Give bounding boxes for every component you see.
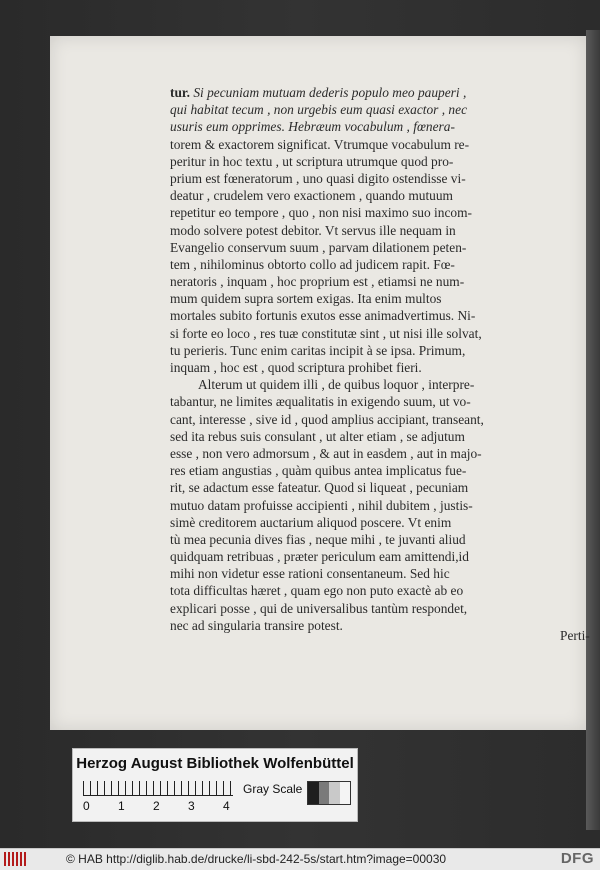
ruler-number: 1	[118, 799, 125, 813]
line-text: explicari posse , qui de universalibus tantùm respondet,	[170, 600, 468, 616]
text-line	[170, 514, 600, 531]
text-line	[170, 84, 600, 101]
page-text	[170, 84, 600, 634]
text-line	[170, 239, 600, 256]
footer-bar	[0, 848, 600, 870]
text-line	[170, 376, 600, 393]
text-line	[170, 582, 600, 599]
text-line	[170, 548, 600, 565]
gray-swatch	[340, 782, 351, 804]
ruler-number: 4	[223, 799, 230, 813]
line-text: tù mea pecunia dives fias , neque mihi , te juvanti aliud	[170, 531, 466, 547]
line-text: mihi non videtur esse rationi consentaneum. Sed hic	[170, 566, 450, 582]
text-line	[170, 325, 600, 342]
line-lead-word: tur.	[170, 85, 190, 100]
library-label-card	[72, 748, 358, 822]
line-text: inquam , hoc est , quod scriptura prohibet fieri.	[170, 360, 422, 375]
text-line	[170, 359, 600, 376]
text-line	[170, 153, 600, 170]
line-text: Alterum ut quidem illi , de quibus loquor , interpre-	[198, 377, 475, 393]
line-text: Evangelio conservum suum , parvam dilationem peten-	[170, 239, 467, 255]
gray-scale-swatches	[307, 781, 351, 805]
line-text: tem , nihilominus obtorto collo ad judicem rapit. Fœ-	[170, 256, 455, 272]
line-text: sed ita rebus suis consulant , ut alter etiam , se adjutum	[170, 428, 465, 444]
text-line	[170, 170, 600, 187]
scanned-page	[50, 36, 590, 730]
source-url-link[interactable]: © HAB http://diglib.hab.de/drucke/li-sbd-242-5s/start.htm?image=00030	[66, 852, 447, 866]
text-line	[170, 204, 600, 221]
text-line	[170, 273, 600, 290]
text-line	[170, 462, 600, 479]
line-text: qui habitat tecum , non urgebis eum quasi exactor , nec	[170, 102, 468, 118]
line-text: mum quidem supra sortem exigas. Ita enim multos	[170, 291, 442, 307]
text-line	[170, 411, 600, 428]
line-text: res etiam angustias , quàm quibus antea implicatus fue-	[170, 463, 467, 479]
line-text: tota difficultas hæret , quam ego non puto exactè ab eo	[170, 583, 464, 599]
line-text: simè creditorem auctarium aliquod poscere. Vt enim	[170, 514, 452, 530]
text-line	[170, 617, 600, 634]
scale-ruler	[83, 781, 233, 796]
dfg-logo: DFG	[560, 850, 594, 867]
line-text: deatur , crudelem vero exactionem , quando mutuum	[170, 188, 453, 204]
line-text: torem & exactorem significat. Vtrumque vocabulum re-	[170, 136, 470, 152]
gray-scale-label: Gray Scale	[243, 782, 303, 796]
line-text: cant, interesse , sive id , quod amplius accipiant, transeant,	[170, 411, 484, 427]
text-line	[170, 136, 600, 153]
text-line	[170, 531, 600, 548]
line-text: usuris eum opprimes. Hebræum vocabulum , fœnera-	[170, 119, 455, 135]
ruler-number: 2	[153, 799, 160, 813]
text-line	[170, 393, 600, 410]
text-line	[170, 445, 600, 462]
line-text: tabantur, ne limites æqualitatis in exigendo suum, ut vo-	[170, 394, 471, 410]
line-text: mortales subito fortunis exutos esse animadvertimus. Ni-	[170, 308, 476, 324]
line-text: tu perieris. Tunc enim caritas incipit à se ipsa. Primum,	[170, 342, 466, 358]
text-line	[170, 307, 600, 324]
line-text: nec ad singularia transire potest.	[170, 617, 343, 633]
line-text: mutuo datam profuisse accipienti , nihil dubitem , justis-	[170, 497, 473, 513]
text-line	[170, 118, 600, 135]
gray-swatch	[319, 782, 330, 804]
ruler-number: 3	[188, 799, 195, 813]
text-line	[170, 342, 600, 359]
text-line	[170, 222, 600, 239]
text-line	[170, 290, 600, 307]
line-text: repetitur eo tempore , quo , non nisi maximo suo incom-	[170, 205, 472, 221]
text-line	[170, 101, 600, 118]
line-text: modo solvere potest debitor. Vt servus ille nequam in	[170, 222, 456, 238]
hab-barcode-logo-icon	[4, 852, 26, 866]
text-line	[170, 600, 600, 617]
line-text: rit, se adactum esse fateatur. Quod si liqueat , pecuniam	[170, 480, 469, 496]
text-line	[170, 497, 600, 514]
library-name: Herzog August Bibliothek Wolfenbüttel	[76, 755, 354, 772]
text-line	[170, 256, 600, 273]
ruler-number: 0	[83, 799, 90, 813]
line-text: quidquam retribuas , præter periculum eam amittendi,id	[170, 549, 469, 565]
gray-swatch	[329, 782, 340, 804]
text-line	[170, 428, 600, 445]
gray-swatch	[308, 782, 319, 804]
line-text: si forte eo loco , res tuæ constitutæ sint , ut nisi ille solvat,	[170, 325, 482, 341]
line-text: Si pecuniam mutuam dederis populo meo pauperi ,	[193, 85, 467, 100]
footer-copyright-link[interactable]	[66, 852, 446, 866]
ruler-numbers	[83, 799, 243, 813]
line-text: esse , non vero admorsum , & aut in easdem , aut in majo-	[170, 445, 482, 461]
text-line	[170, 565, 600, 582]
text-line	[170, 187, 600, 204]
line-text: neratoris , inquam , hoc proprium est , etiamsi ne num-	[170, 274, 465, 290]
line-text: prium est fœneratorum , uno quasi digito ostendisse vi-	[170, 170, 466, 186]
catchword: Perti-	[560, 628, 590, 643]
text-line	[170, 479, 600, 496]
line-text: peritur in hoc textu , ut scriptura utrumque quod pro-	[170, 153, 454, 169]
